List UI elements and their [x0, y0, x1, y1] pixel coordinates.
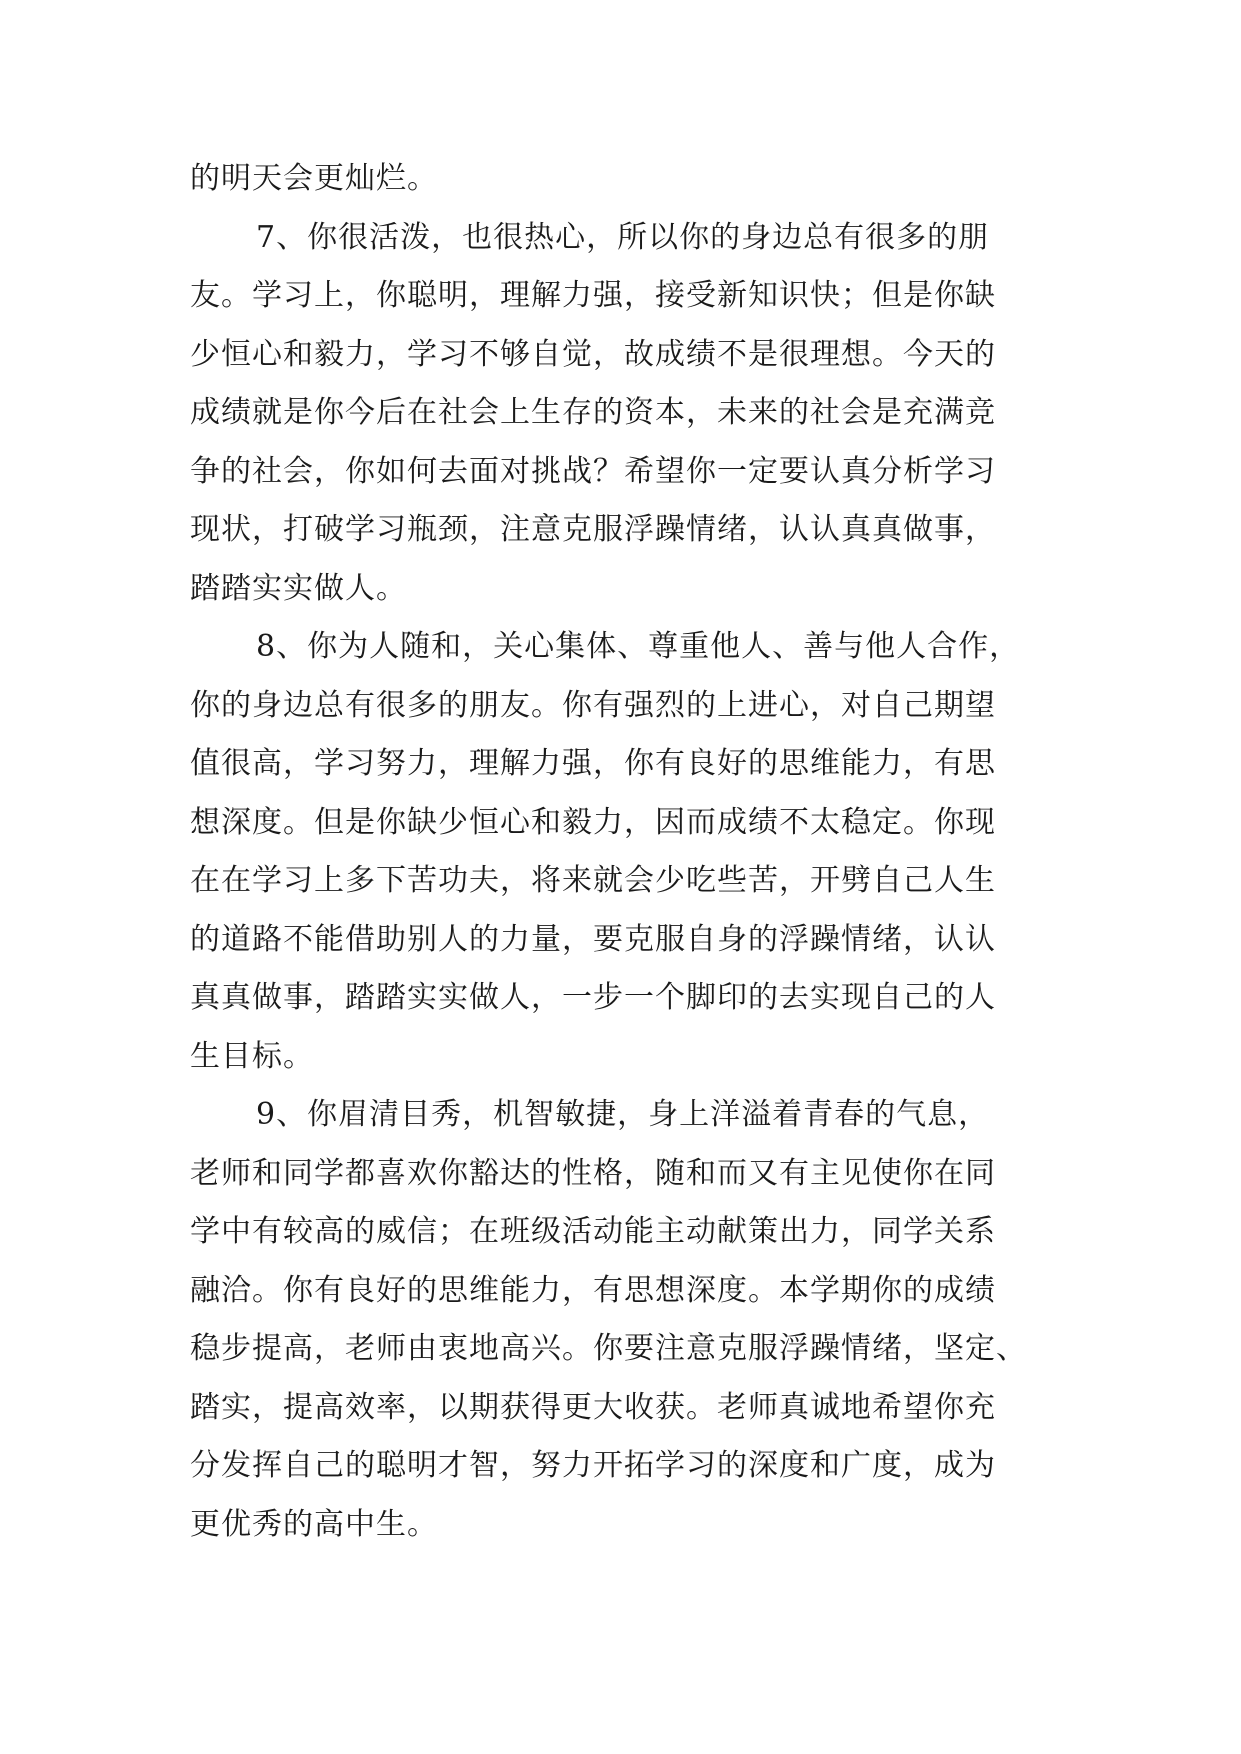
text-line: 更优秀的高中生。 [190, 1506, 438, 1542]
text-line: 成绩就是你今后在社会上生存的资本，未来的社会是充满竞 [190, 395, 996, 430]
document-body [190, 150, 1060, 1554]
text-line: 学中有较高的威信；在班级活动能主动献策出力，同学关系 [190, 1214, 996, 1249]
paragraph-7-first-line: 7、你很活泼，也很热心，所以你的身边总有很多的朋 [256, 219, 990, 255]
paragraph-8-first-line: 8、你为人随和，关心集体、尊重他人、善与他人合作， [256, 629, 1021, 664]
text-line: 老师和同学都喜欢你豁达的性格，随和而又有主见使你在同 [190, 1155, 996, 1191]
text-line: 分发挥自己的聪明才智，努力开拓学习的深度和广度，成为 [190, 1448, 996, 1483]
text-line: 融洽。你有良好的思维能力，有思想深度。本学期你的成绩 [190, 1272, 996, 1308]
text-line: 踏踏实实做人。 [190, 570, 407, 606]
text-line: 的明天会更灿烂。 [190, 161, 438, 196]
text-line: 真真做事，踏踏实实做人，一步一个脚印的去实现自己的人 [190, 980, 996, 1015]
text-line: 争的社会，你如何去面对挑战？希望你一定要认真分析学习 [190, 453, 996, 489]
text-line: 现状，打破学习瓶颈，注意克服浮躁情绪，认认真真做事， [190, 512, 996, 547]
text-line: 的道路不能借助别人的力量，要克服自身的浮躁情绪，认认 [190, 921, 996, 957]
paragraph-9-first-line: 9、你眉清目秀，机智敏捷，身上洋溢着青春的气息， [256, 1097, 990, 1132]
text-line: 想深度。但是你缺少恒心和毅力，因而成绩不太稳定。你现 [190, 804, 996, 840]
text-line: 少恒心和毅力，学习不够自觉，故成绩不是很理想。今天的 [190, 336, 996, 372]
text-line: 稳步提高，老师由衷地高兴。你要注意克服浮躁情绪，坚定、 [190, 1331, 1027, 1366]
text-line: 你的身边总有很多的朋友。你有强烈的上进心，对自己期望 [190, 687, 996, 723]
text-line: 踏实，提高效率，以期获得更大收获。老师真诚地希望你充 [190, 1389, 996, 1425]
text-line: 值很高，学习努力，理解力强，你有良好的思维能力，有思 [190, 746, 996, 781]
text-line: 在在学习上多下苦功夫，将来就会少吃些苦，开劈自己人生 [190, 863, 996, 898]
text-line: 友。学习上，你聪明，理解力强，接受新知识快；但是你缺 [190, 278, 996, 313]
text-line: 生目标。 [190, 1038, 314, 1074]
